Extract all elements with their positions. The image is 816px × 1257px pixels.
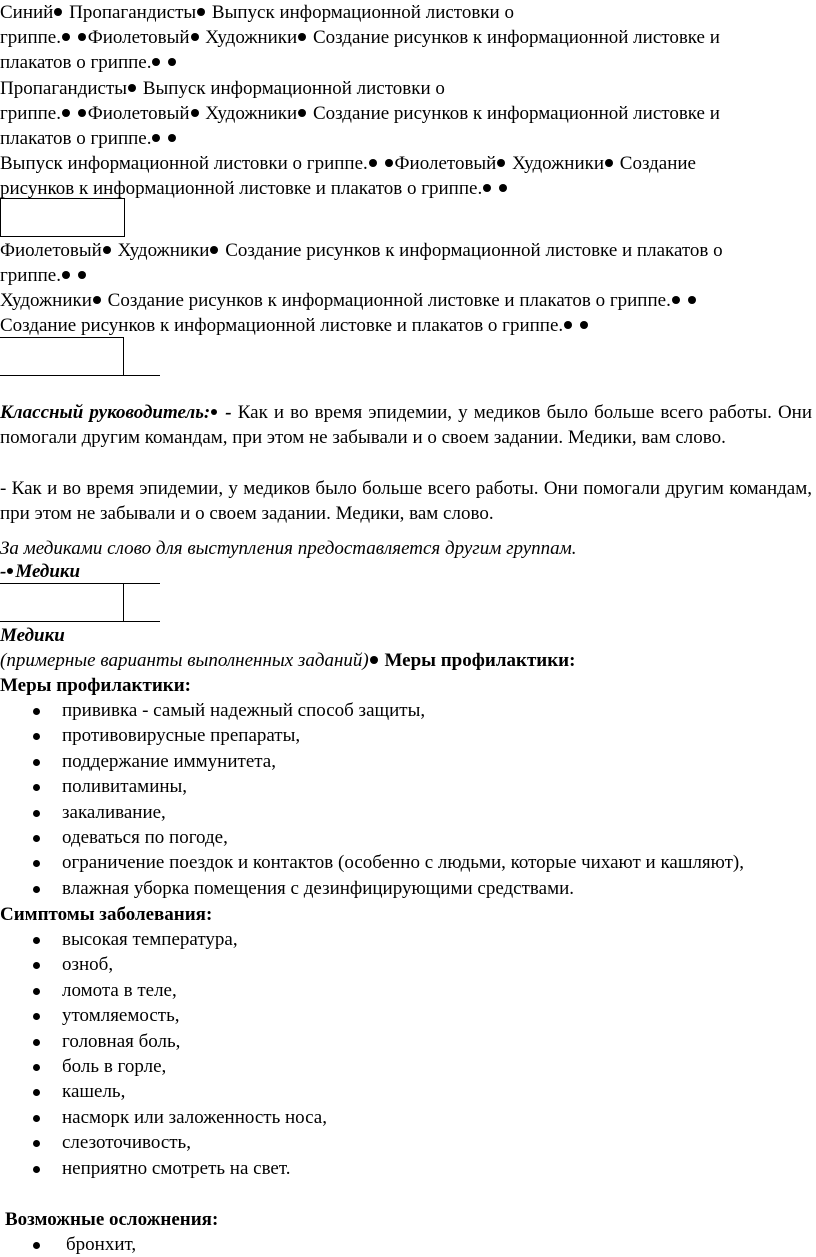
table-rule: [0, 375, 160, 376]
bullet-dot-icon: [62, 109, 70, 117]
bullet-dot-icon: [78, 109, 86, 117]
medics-title: Медики: [0, 625, 65, 646]
complications-list: [0, 1232, 812, 1257]
bullet-dot-icon: [688, 296, 696, 304]
bullet-dot-icon: [62, 271, 70, 279]
list-item: боль в горле,: [0, 1054, 812, 1079]
text-line-5: гриппе. Фиолетовый Художники Создание рисунков к информационной листовке и: [0, 103, 720, 124]
list-item: ломота в теле,: [0, 978, 812, 1003]
text-line-8: рисунков к информационной листовке и плакатов о гриппе.: [0, 176, 812, 201]
bullet-dot-icon: [483, 184, 491, 192]
list-item: озноб,: [0, 952, 812, 977]
list-item: высокая температура,: [0, 927, 812, 952]
bullet-dot-icon: [580, 321, 588, 329]
bullet-dot-icon: [78, 33, 86, 41]
text-line-3: плакатов о гриппе.: [0, 50, 812, 75]
bullet-dot-icon: [211, 409, 217, 415]
teacher-paragraph: Классный руководитель: - Как и во время эпидемии, у медиков было больше всего работы. Они помогали другим командам, при этом не забывали и о своем задании. Медики, вам слово.: [0, 402, 813, 448]
bullet-dot-icon: [605, 159, 613, 167]
list-item: головная боль,: [0, 1029, 812, 1054]
bullet-dot-icon: [103, 246, 111, 254]
bullet-dot-icon: [191, 33, 199, 41]
table-rule: [0, 621, 160, 622]
table-rule: [0, 337, 123, 338]
bullet-dot-icon: [298, 109, 306, 117]
list-item: поливитамины,: [0, 774, 812, 799]
text-line-2: гриппе. Фиолетовый Художники Создание рисунков к информационной листовке и: [0, 27, 720, 48]
bullet-dot-icon: [497, 159, 505, 167]
prevention-heading: Меры профилактики:: [0, 675, 191, 696]
list-item: насморк или заложенность носа,: [0, 1105, 812, 1130]
bullet-dot-icon: [499, 184, 507, 192]
bullet-dot-icon: [128, 84, 136, 92]
text-line-1: Синий Пропагандисты Выпуск информационной листовки о: [0, 2, 514, 23]
bullet-dot-icon: [54, 8, 62, 16]
list-item: прививка - самый надежный способ защиты,: [0, 698, 812, 723]
list-item: бронхит,: [0, 1232, 812, 1257]
table-rule: [123, 583, 124, 621]
list-item: кашель,: [0, 1079, 812, 1104]
bullet-dot-icon: [197, 8, 205, 16]
list-item: неприятно смотреть на свет.: [0, 1156, 812, 1181]
text-line-12: Создание рисунков к информационной листовке и плакатов о гриппе.: [0, 313, 812, 338]
bullet-dot-icon: [152, 134, 160, 142]
bullet-dot-icon: [78, 271, 86, 279]
list-item: утомляемость,: [0, 1003, 812, 1028]
text-line-9: Фиолетовый Художники Создание рисунков к информационной листовке и плакатов о: [0, 240, 723, 261]
bullet-dot-icon: [210, 246, 218, 254]
bullet-dot-icon: [385, 159, 393, 167]
prevention-list: [0, 698, 812, 901]
note-line: За медиками слово для выступления предоставляется другим группам.: [0, 538, 577, 559]
bullet-dot-icon: [672, 296, 680, 304]
text-line-11: Художники Создание рисунков к информационной листовке и плакатов о гриппе.: [0, 288, 812, 313]
complications-heading: Возможные осложнения:: [5, 1209, 219, 1230]
bullet-dot-icon: [168, 134, 176, 142]
list-item: ограничение поездок и контактов (особенно с людьми, которые чихают и кашляют),: [0, 850, 812, 875]
teacher-paragraph-repeat: - Как и во время эпидемии, у медиков было больше всего работы. Они помогали другим командам, при этом не забывали и о своем задании. Медики, вам слово.: [0, 478, 812, 524]
bullet-dot-icon: [168, 58, 176, 66]
bullet-dot-icon: [564, 321, 572, 329]
list-item: одеваться по погоде,: [0, 825, 812, 850]
list-item: поддержание иммунитета,: [0, 749, 812, 774]
bullet-dot-icon: [298, 33, 306, 41]
bullet-dot-icon: [7, 568, 13, 574]
table-rule: [123, 337, 124, 375]
sample-line: (примерные варианты выполненных заданий) Меры профилактики:: [0, 650, 576, 671]
symptoms-heading: Симптомы заболевания:: [0, 904, 213, 925]
text-line-7: Выпуск информационной листовки о гриппе. Фиолетовый Художники Создание: [0, 153, 696, 174]
medics-label: - Медики: [0, 561, 81, 582]
table-rule: [0, 583, 160, 584]
symptoms-list: [0, 927, 812, 1181]
bullet-dot-icon: [370, 656, 378, 664]
text-line-4: Пропагандисты Выпуск информационной листовки о: [0, 78, 445, 99]
empty-frame-box: [0, 198, 125, 237]
text-line-10: гриппе.: [0, 263, 812, 288]
list-item: закаливание,: [0, 800, 812, 825]
bullet-dot-icon: [93, 296, 101, 304]
list-item: влажная уборка помещения с дезинфицирующими средствами.: [0, 876, 812, 901]
text-line-6: плакатов о гриппе.: [0, 126, 812, 151]
bullet-dot-icon: [369, 159, 377, 167]
bullet-dot-icon: [152, 58, 160, 66]
bullet-dot-icon: [62, 33, 70, 41]
list-item: противовирусные препараты,: [0, 723, 812, 748]
list-item: слезоточивость,: [0, 1130, 812, 1155]
bullet-dot-icon: [191, 109, 199, 117]
